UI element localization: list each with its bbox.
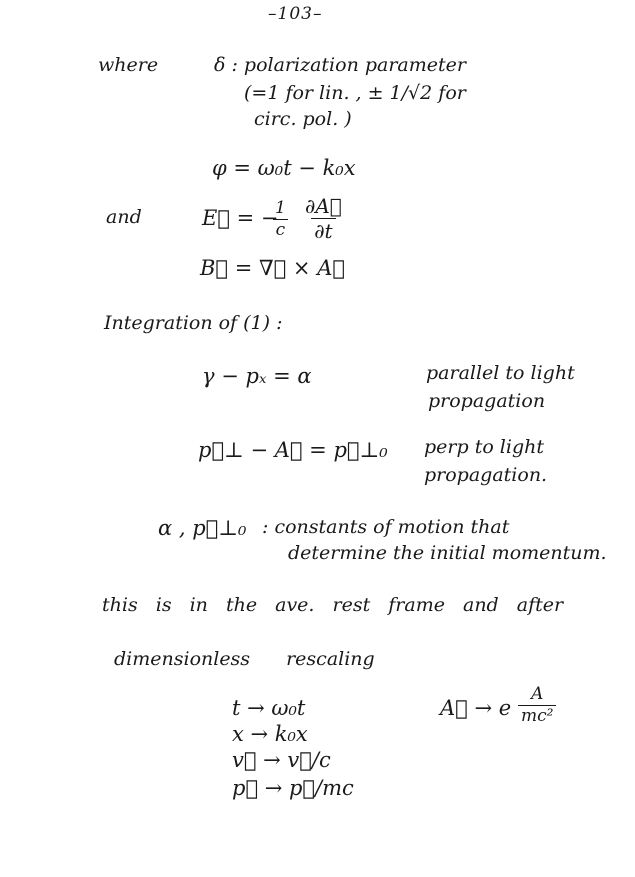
delta-definition: δ : polarization parameter bbox=[214, 54, 466, 76]
parallel-note-line2: propagation bbox=[428, 390, 546, 412]
frame-line2: dimensionless rescaling bbox=[114, 648, 375, 670]
and-label: and bbox=[106, 206, 142, 228]
e-coef-numerator: 1 bbox=[275, 198, 286, 218]
e-field-lhs: E⃗ = − bbox=[202, 206, 279, 230]
potential-denominator: mc² bbox=[518, 705, 556, 725]
constants-symbols: α , p⃗⊥₀ bbox=[158, 516, 247, 540]
parallel-note-line1: parallel to light bbox=[426, 362, 575, 384]
rescale-potential-fraction bbox=[518, 686, 556, 725]
rescale-time: t → ω₀t bbox=[232, 696, 306, 720]
delta-values: (=1 for lin. , ± 1/√2 for bbox=[244, 82, 466, 104]
rescale-velocity: v⃗ → v⃗/c bbox=[232, 748, 331, 772]
phase-equation: φ = ω₀t − k₀x bbox=[212, 156, 356, 180]
page-number: –103– bbox=[268, 4, 323, 24]
rescale-position: x → k₀x bbox=[232, 722, 308, 746]
rescale-momentum: p⃗ → p⃗/mc bbox=[232, 776, 354, 800]
potential-numerator: A bbox=[531, 684, 544, 704]
constants-line2: determine the initial momentum. bbox=[288, 542, 607, 564]
gamma-px-equation: γ − pₓ = α bbox=[202, 364, 312, 388]
e-field-derivative bbox=[302, 196, 345, 241]
perp-note-line1: perp to light bbox=[424, 436, 544, 458]
b-field-equation: B⃗ = ∇⃗ × A⃗ bbox=[200, 256, 345, 280]
e-deriv-denominator: ∂t bbox=[311, 218, 335, 241]
e-field-coefficient bbox=[272, 200, 289, 239]
delta-values-end: circ. pol. ) bbox=[254, 108, 352, 130]
frame-line1: this is in the ave. rest frame and after bbox=[102, 594, 564, 616]
integration-heading: Integration of (1) : bbox=[104, 312, 283, 334]
constants-line1: : constants of motion that bbox=[262, 516, 510, 538]
perp-momentum-equation: p⃗⊥ − A⃗ = p⃗⊥₀ bbox=[198, 438, 388, 462]
perp-note-line2: propagation. bbox=[424, 464, 548, 486]
e-coef-denominator: c bbox=[273, 219, 289, 239]
rescale-potential-lhs: A⃗ → e bbox=[440, 696, 512, 720]
e-deriv-numerator: ∂A⃗ bbox=[305, 194, 342, 218]
where-label: where bbox=[98, 54, 159, 76]
